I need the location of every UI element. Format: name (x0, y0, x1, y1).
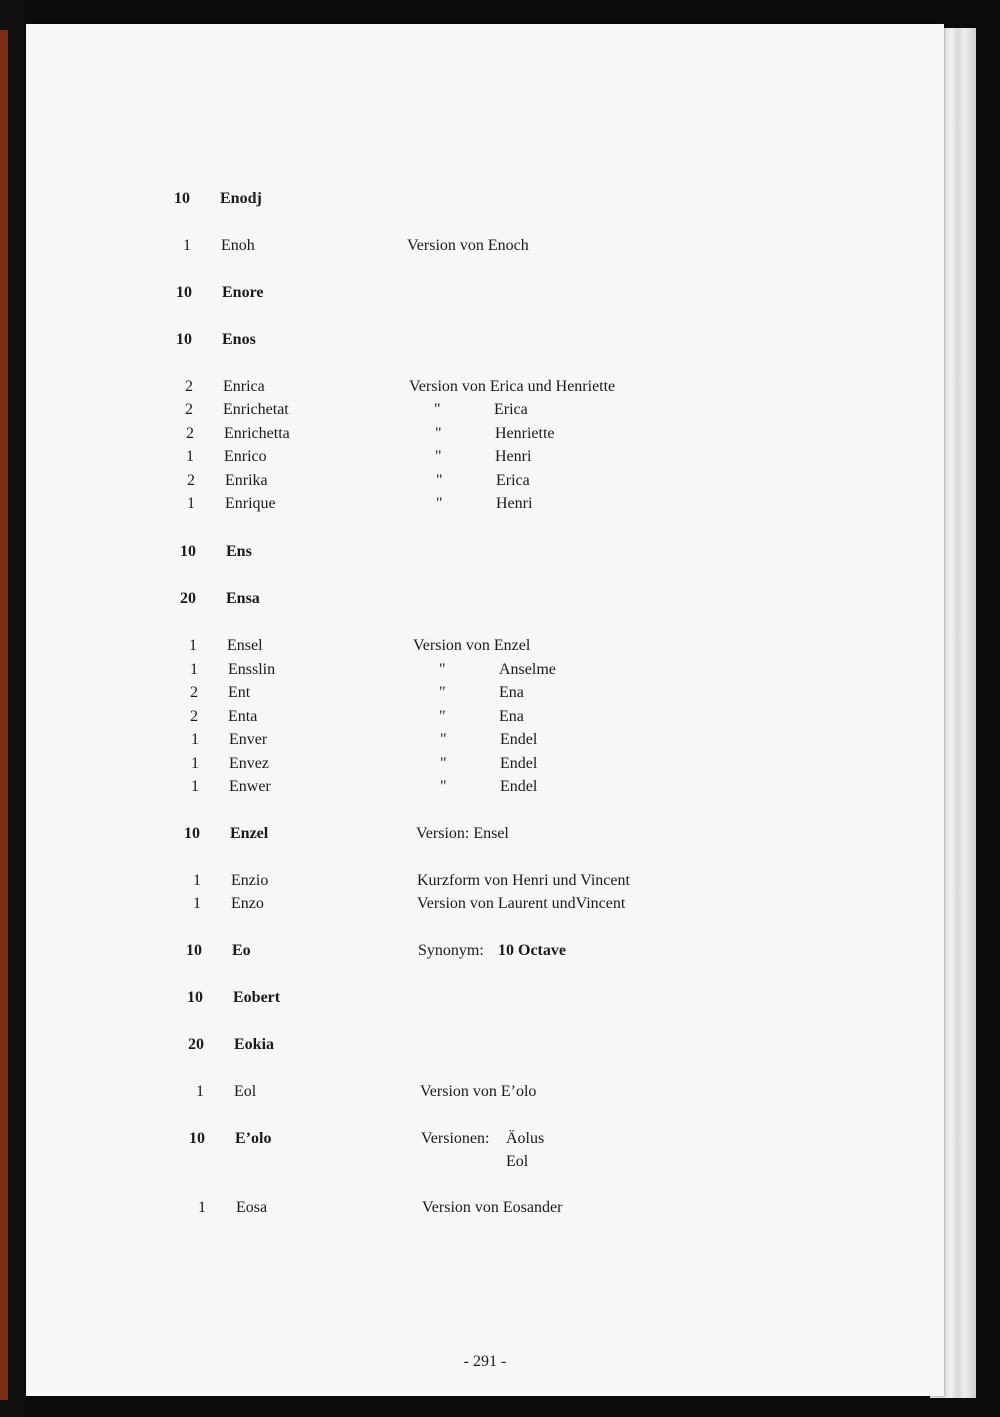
entry-row (26, 706, 944, 728)
entry-name: Enrica (223, 378, 265, 395)
entry-row (26, 729, 944, 751)
entry-description: Version von E’olo (420, 1083, 537, 1100)
entry-row (26, 682, 944, 704)
entry-row (26, 1151, 944, 1173)
ditto-mark: " (439, 684, 446, 701)
entry-row (26, 940, 944, 962)
entry-name: Envez (229, 755, 269, 772)
entry-reference: Äolus (506, 1130, 545, 1147)
entry-count: 1 (193, 872, 201, 889)
entry-count: 1 (189, 637, 197, 654)
entry-row (26, 893, 944, 915)
entry-name: Enzio (231, 872, 269, 889)
entry-count: 10 (174, 190, 190, 207)
entry-row (26, 1197, 944, 1219)
entry-reference: Endel (500, 778, 538, 795)
entry-description: Kurzform von Henri und Vincent (417, 872, 630, 889)
ditto-mark: " (440, 778, 447, 795)
ditto-mark: " (439, 708, 446, 725)
entry-name: Enwer (229, 778, 271, 795)
entry-count: 20 (180, 590, 196, 607)
entry-name: Enzo (231, 895, 264, 912)
entry-row (26, 823, 944, 845)
name-entry-list (26, 24, 944, 1396)
entry-count: 2 (185, 378, 193, 395)
entry-count: 10 (186, 942, 202, 959)
entry-row (26, 235, 944, 257)
ditto-mark: " (434, 401, 441, 418)
entry-count: 1 (196, 1083, 204, 1100)
entry-row (26, 1081, 944, 1103)
entry-row (26, 753, 944, 775)
entry-count: 10 (176, 284, 192, 301)
entry-row (26, 399, 944, 421)
entry-count: 2 (186, 425, 194, 442)
ditto-mark: " (435, 425, 442, 442)
entry-name: Eosa (236, 1199, 268, 1216)
entry-reference: Henri (495, 448, 532, 465)
entry-count: 2 (190, 708, 198, 725)
entry-name: E’olo (235, 1130, 272, 1147)
entry-description: Synonym: (418, 942, 484, 959)
entry-count: 10 (176, 331, 192, 348)
entry-count: 1 (191, 755, 199, 772)
ditto-mark: " (439, 661, 446, 678)
entry-description: Versionen: (421, 1130, 490, 1147)
ditto-mark: " (436, 495, 443, 512)
entry-count: 2 (190, 684, 198, 701)
entry-reference: Erica (494, 401, 528, 418)
ditto-mark: " (440, 755, 447, 772)
entry-reference: Anselme (499, 661, 556, 678)
entry-count: 10 (180, 543, 196, 560)
entry-row (26, 659, 944, 681)
entry-row (26, 493, 944, 515)
entry-row (26, 635, 944, 657)
entry-count: 1 (191, 778, 199, 795)
entry-name: Enver (229, 731, 268, 748)
entry-reference: Endel (500, 755, 538, 772)
entry-row (26, 376, 944, 398)
entry-row (26, 588, 944, 610)
page-number: - 291 - (463, 1353, 507, 1370)
entry-count: 1 (193, 895, 201, 912)
entry-count: 10 (189, 1130, 205, 1147)
entry-synonym: 10 Octave (498, 942, 566, 959)
entry-row (26, 541, 944, 563)
entry-name: Eobert (233, 989, 281, 1006)
entry-reference: Ena (499, 708, 524, 725)
entry-name: Enrique (225, 495, 276, 512)
entry-count: 1 (183, 237, 191, 254)
book-cover-edge (0, 30, 8, 1400)
entry-count: 2 (187, 472, 195, 489)
entry-count: 1 (187, 495, 195, 512)
ditto-mark: " (435, 448, 442, 465)
entry-name: Ens (226, 543, 252, 560)
entry-description: Version von Erica und Henriette (409, 378, 616, 395)
book-page (26, 24, 944, 1396)
entry-reference: Erica (496, 472, 530, 489)
ditto-mark: " (436, 472, 443, 489)
entry-reference: Eol (506, 1153, 529, 1170)
entry-description: Version von Eosander (422, 1199, 563, 1216)
entry-reference: Henri (496, 495, 533, 512)
entry-row (26, 987, 944, 1009)
entry-count: 1 (198, 1199, 206, 1216)
entry-reference: Ena (499, 684, 524, 701)
entry-name: Enos (222, 331, 256, 348)
entry-name: Enrico (224, 448, 267, 465)
ditto-mark: " (440, 731, 447, 748)
entry-count: 2 (185, 401, 193, 418)
entry-row (26, 423, 944, 445)
entry-row (26, 776, 944, 798)
entry-name: Ensa (226, 590, 260, 607)
entry-name: Eo (232, 942, 251, 959)
entry-row (26, 1034, 944, 1056)
entry-name: Enoh (221, 237, 255, 254)
entry-description: Version von Laurent undVincent (417, 895, 626, 912)
entry-name: Enzel (230, 825, 269, 842)
entry-count: 1 (191, 731, 199, 748)
entry-count: 1 (190, 661, 198, 678)
entry-description: Version von Enzel (413, 637, 531, 654)
entry-row (26, 446, 944, 468)
entry-reference: Endel (500, 731, 538, 748)
entry-name: Enodj (220, 190, 262, 207)
entry-name: Ent (228, 684, 251, 701)
entry-row (26, 329, 944, 351)
entry-name: Enrichetat (223, 401, 289, 418)
entry-row (26, 870, 944, 892)
entry-row (26, 282, 944, 304)
entry-description: Version von Enoch (407, 237, 529, 254)
entry-name: Eol (234, 1083, 257, 1100)
entry-count: 1 (186, 448, 194, 465)
entry-name: Enrichetta (224, 425, 290, 442)
entry-count: 20 (188, 1036, 204, 1053)
entry-name: Enore (222, 284, 264, 301)
entry-name: Eokia (234, 1036, 275, 1053)
entry-row (26, 188, 944, 210)
entry-description: Version: Ensel (416, 825, 509, 842)
entry-name: Enta (228, 708, 258, 725)
entry-name: Ensslin (228, 661, 276, 678)
entry-row (26, 470, 944, 492)
entry-row (26, 1128, 944, 1150)
entry-count: 10 (184, 825, 200, 842)
entry-count: 10 (187, 989, 203, 1006)
entry-name: Enrika (225, 472, 268, 489)
entry-name: Ensel (227, 637, 263, 654)
entry-reference: Henriette (495, 425, 555, 442)
